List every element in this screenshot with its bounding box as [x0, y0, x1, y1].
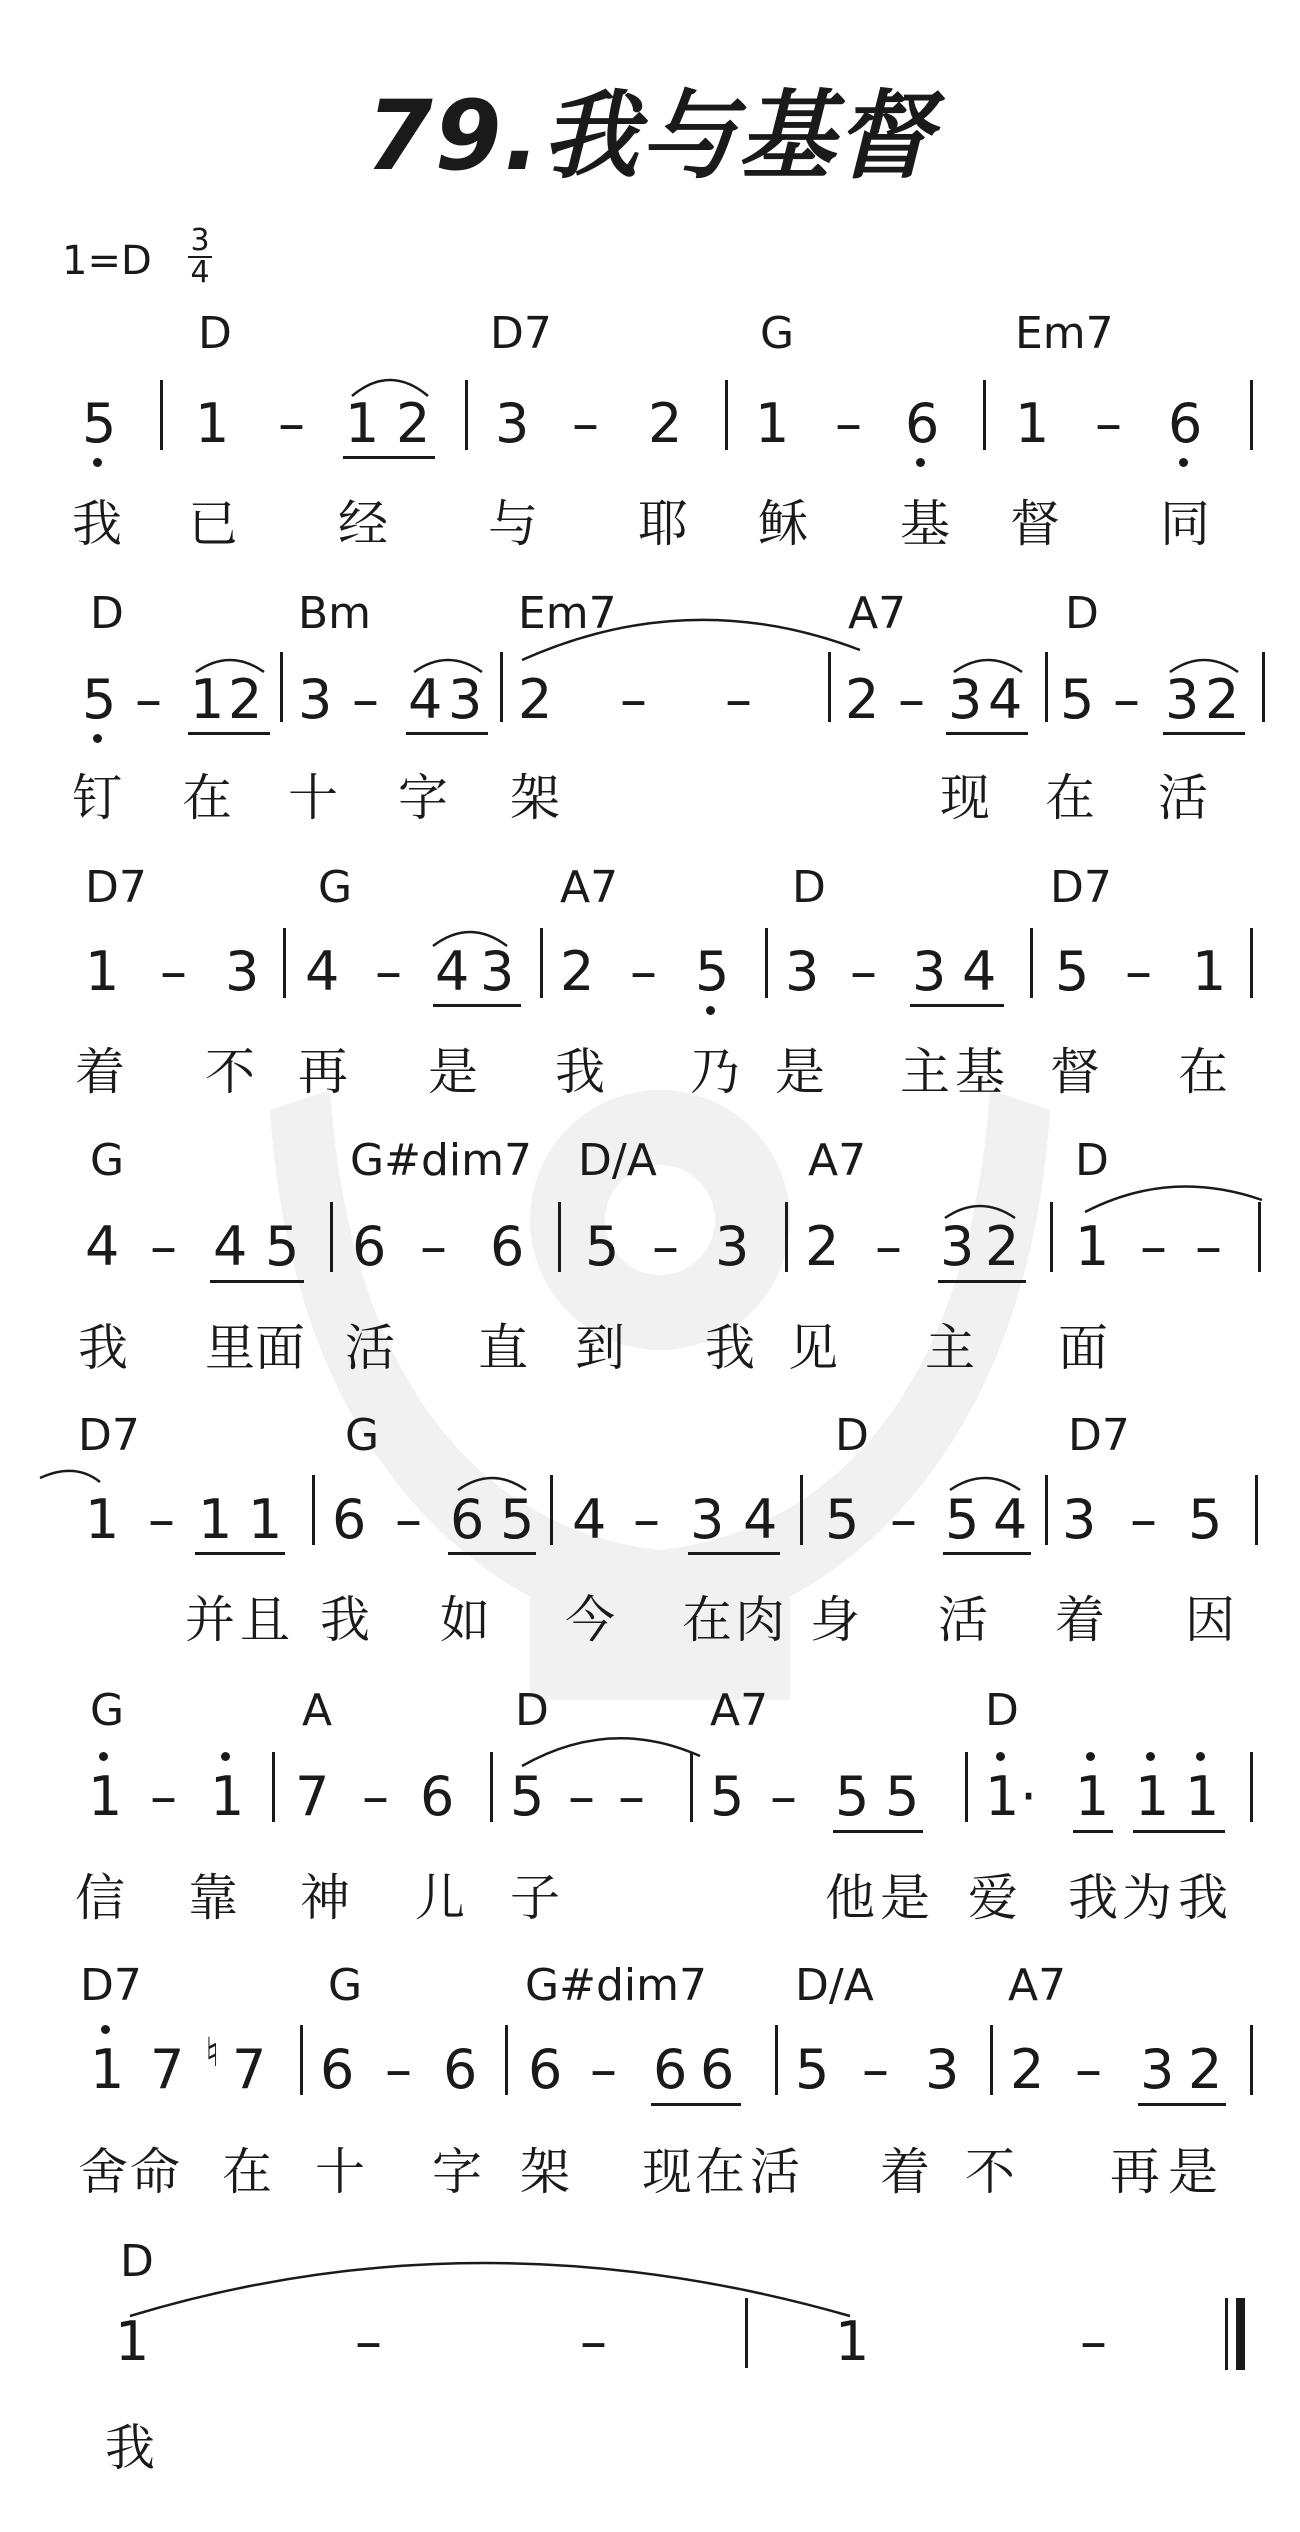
lyric: 主 — [900, 1043, 950, 1101]
note: – — [1130, 1488, 1157, 1551]
lyric: 是 — [1168, 2143, 1218, 2201]
note: 5 — [1060, 668, 1095, 731]
note: 6 — [700, 2038, 735, 2101]
lyric: 再 — [1110, 2143, 1160, 2201]
note: 4 — [988, 668, 1023, 731]
note: 7 — [232, 2038, 267, 2101]
note: 3 — [1165, 668, 1200, 731]
note: 5 — [1188, 1488, 1223, 1551]
note: 6 — [450, 1488, 485, 1551]
note: 1 — [88, 1765, 123, 1828]
note: 5 — [710, 1765, 745, 1828]
note: 4 — [743, 1488, 778, 1551]
chord: A7 — [710, 1685, 769, 1736]
lyric: 我 — [320, 1591, 370, 1649]
lyric: 舍 — [78, 2143, 128, 2201]
tie — [522, 1738, 700, 1766]
lyric: 已 — [188, 495, 238, 553]
note: – — [572, 392, 599, 455]
note: 5 — [265, 1215, 300, 1278]
lyric: 同 — [1160, 495, 1210, 553]
note: – — [1125, 940, 1152, 1003]
lyric: 基 — [955, 1043, 1005, 1101]
note: – — [618, 1765, 645, 1828]
note: – — [420, 1215, 447, 1278]
lyric: 见 — [788, 1319, 838, 1377]
note: ♮ — [205, 2030, 220, 2076]
chord: D — [1065, 588, 1099, 639]
time-signature: 3 4 — [188, 226, 212, 288]
lyric: 命 — [130, 2143, 180, 2201]
note: 3 — [1140, 2038, 1175, 2101]
lyric: 现 — [940, 769, 990, 827]
lyric: 与 — [488, 495, 538, 553]
note: – — [278, 392, 305, 455]
note: 2 — [1188, 2038, 1223, 2101]
note: 5 — [510, 1765, 545, 1828]
note: 1 — [1135, 1765, 1170, 1828]
lyric: 督 — [1010, 495, 1060, 553]
note: 1 — [755, 392, 790, 455]
note: 4 — [962, 940, 997, 1003]
tie — [130, 2263, 850, 2316]
note: 1 — [85, 1488, 120, 1551]
note: – — [148, 1488, 175, 1551]
lyric: 我 — [555, 1043, 605, 1101]
note: 2 — [396, 392, 431, 455]
chord: G — [760, 308, 795, 359]
lyric: 里 — [205, 1319, 255, 1377]
note: – — [862, 2038, 889, 2101]
lyric: 主 — [925, 1319, 975, 1377]
note: 3 — [948, 668, 983, 731]
lyric: 字 — [432, 2143, 482, 2201]
lyric: 面 — [1058, 1319, 1108, 1377]
lyric: 子 — [510, 1869, 560, 1927]
note: 6 — [1168, 392, 1203, 455]
note: 7 — [150, 2038, 185, 2101]
note: – — [898, 668, 925, 731]
chord: D — [90, 588, 124, 639]
chord: D — [792, 862, 826, 913]
lyric: 是 — [775, 1043, 825, 1101]
lyric: 着 — [1055, 1591, 1105, 1649]
note: 2 — [228, 668, 263, 731]
note: – — [160, 940, 187, 1003]
chord: A — [302, 1685, 333, 1736]
slur — [950, 1478, 1020, 1490]
note: – — [150, 1215, 177, 1278]
chord: D — [120, 2236, 154, 2287]
note: 1 — [90, 2038, 125, 2101]
key-signature: 1=D — [62, 238, 152, 284]
note: – — [375, 940, 402, 1003]
lyric: 不 — [965, 2143, 1015, 2201]
chord: Bm — [298, 588, 372, 639]
note: – — [620, 668, 647, 731]
note: 5 — [585, 1215, 620, 1278]
note: – — [1113, 668, 1140, 731]
note: – — [580, 2310, 607, 2373]
lyric: 在 — [1045, 769, 1095, 827]
lyric: 乃 — [690, 1043, 740, 1101]
note: 5 — [695, 940, 730, 1003]
lyric: 且 — [240, 1591, 290, 1649]
lyric: 今 — [565, 1591, 615, 1649]
tie — [522, 620, 860, 660]
lyric: 面 — [255, 1319, 305, 1377]
slur — [196, 660, 264, 672]
note: 1 — [190, 668, 225, 731]
note: – — [835, 392, 862, 455]
note: – — [770, 1765, 797, 1828]
lyric: 架 — [520, 2143, 570, 2201]
chord: A7 — [808, 1135, 867, 1186]
note: 2 — [518, 668, 553, 731]
note: 6 — [443, 2038, 478, 2101]
note: – — [1140, 1215, 1167, 1278]
chord: G — [328, 1960, 363, 2011]
note: 5 — [82, 392, 117, 455]
chord: G — [318, 862, 353, 913]
chord: G — [90, 1685, 125, 1736]
lyric: 经 — [338, 495, 388, 553]
note: – — [1075, 2038, 1102, 2101]
chord: A7 — [1008, 1960, 1067, 2011]
note: – — [590, 2038, 617, 2101]
lyric: 活 — [1158, 769, 1208, 827]
note: 5 — [500, 1488, 535, 1551]
chord: D — [835, 1410, 869, 1461]
note: 2 — [1010, 2038, 1045, 2101]
chord: A7 — [848, 588, 907, 639]
note: 6 — [352, 1215, 387, 1278]
note: 3 — [1062, 1488, 1097, 1551]
chord: A7 — [560, 862, 619, 913]
note: 3 — [480, 940, 515, 1003]
lyric: 爱 — [968, 1869, 1018, 1927]
lyric: 并 — [185, 1591, 235, 1649]
note: 1 — [1075, 1765, 1110, 1828]
note: 1 — [198, 1488, 233, 1551]
lyric: 十 — [315, 2143, 365, 2201]
note: – — [135, 668, 162, 731]
note: 1 — [1075, 1215, 1110, 1278]
lyric: 活 — [938, 1591, 988, 1649]
lyric: 如 — [440, 1591, 490, 1649]
lyric: 我 — [72, 495, 122, 553]
lyric: 因 — [1185, 1591, 1235, 1649]
note: 1 — [985, 1765, 1020, 1828]
chord: G#dim7 — [350, 1135, 532, 1186]
lyric: 我 — [705, 1319, 755, 1377]
note: · — [1020, 1765, 1038, 1828]
note: 5 — [1055, 940, 1090, 1003]
note: 1 — [248, 1488, 283, 1551]
note: 5 — [885, 1765, 920, 1828]
note: – — [725, 668, 752, 731]
note: 6 — [653, 2038, 688, 2101]
note: – — [630, 940, 657, 1003]
lyric: 神 — [300, 1869, 350, 1927]
tie — [1085, 1187, 1262, 1212]
chord: G — [90, 1135, 125, 1186]
chord: D7 — [1068, 1410, 1130, 1461]
lyric: 是 — [428, 1043, 478, 1101]
note: 1 — [1185, 1765, 1220, 1828]
lyric: 在 — [1178, 1043, 1228, 1101]
note: 2 — [648, 392, 683, 455]
note: – — [1095, 392, 1122, 455]
note: 3 — [715, 1215, 750, 1278]
note: 6 — [320, 2038, 355, 2101]
note: 5 — [825, 1488, 860, 1551]
note: 1 — [1015, 392, 1050, 455]
note: 4 — [213, 1215, 248, 1278]
note: – — [1195, 1215, 1222, 1278]
note: 2 — [805, 1215, 840, 1278]
note: 3 — [912, 940, 947, 1003]
lyric: 到 — [575, 1319, 625, 1377]
note: – — [633, 1488, 660, 1551]
note: 3 — [448, 668, 483, 731]
chord: Em7 — [518, 588, 617, 639]
note: 6 — [332, 1488, 367, 1551]
lyric: 活 — [750, 2143, 800, 2201]
lyric: 钉 — [72, 769, 122, 827]
note: – — [385, 2038, 412, 2101]
lyric: 我 — [105, 2419, 155, 2477]
note: 1 — [1192, 940, 1227, 1003]
lyric: 我 — [78, 1319, 128, 1377]
lyric: 身 — [810, 1591, 860, 1649]
note: 3 — [785, 940, 820, 1003]
slur — [945, 1206, 1015, 1218]
chord: D7 — [85, 862, 147, 913]
lyric: 督 — [1050, 1043, 1100, 1101]
lyric: 着 — [75, 1043, 125, 1101]
note: 6 — [528, 2038, 563, 2101]
note: 1 — [115, 2310, 150, 2373]
note: – — [395, 1488, 422, 1551]
note: – — [875, 1215, 902, 1278]
chord: D7 — [1050, 862, 1112, 913]
note: 4 — [435, 940, 470, 1003]
lyric: 直 — [478, 1319, 528, 1377]
chord: D/A — [795, 1960, 874, 2011]
note: 4 — [408, 668, 443, 731]
chord: D7 — [80, 1960, 142, 2011]
note: 4 — [993, 1488, 1028, 1551]
note: – — [362, 1765, 389, 1828]
note: – — [352, 668, 379, 731]
chord: D — [198, 308, 232, 359]
chord: D7 — [490, 308, 552, 359]
note: – — [1080, 2310, 1107, 2373]
note: 6 — [420, 1765, 455, 1828]
lyric: 我 — [1068, 1869, 1118, 1927]
lyric: 十 — [288, 769, 338, 827]
lyric: 在 — [222, 2143, 272, 2201]
slur — [1170, 660, 1238, 672]
slur — [352, 380, 428, 396]
note: – — [355, 2310, 382, 2373]
lyric: 活 — [345, 1319, 395, 1377]
lyric: 肉 — [735, 1591, 785, 1649]
song-title: 79.我与基督 — [365, 80, 935, 192]
note: 6 — [490, 1215, 525, 1278]
lyric: 靠 — [188, 1869, 238, 1927]
chord: D — [515, 1685, 549, 1736]
slur — [458, 1478, 526, 1490]
chord: G#dim7 — [525, 1960, 707, 2011]
tie-continued — [40, 1471, 100, 1482]
slur — [414, 660, 482, 672]
note: 2 — [845, 668, 880, 731]
note: 1 — [195, 392, 230, 455]
note: 4 — [305, 940, 340, 1003]
note: 4 — [85, 1215, 120, 1278]
note: 2 — [560, 940, 595, 1003]
note: 3 — [690, 1488, 725, 1551]
lyric: 再 — [298, 1043, 348, 1101]
lyric: 字 — [398, 769, 448, 827]
lyric: 现 — [642, 2143, 692, 2201]
note: – — [150, 1765, 177, 1828]
note: 1 — [85, 940, 120, 1003]
chord: D — [985, 1685, 1019, 1736]
note: 2 — [1205, 668, 1240, 731]
note: 3 — [925, 2038, 960, 2101]
lyric: 在 — [182, 769, 232, 827]
note: 7 — [295, 1765, 330, 1828]
lyric: 他 — [825, 1869, 875, 1927]
lyric: 在 — [682, 1591, 732, 1649]
chord: D/A — [578, 1135, 657, 1186]
note: 5 — [795, 2038, 830, 2101]
note: – — [652, 1215, 679, 1278]
note: – — [568, 1765, 595, 1828]
lyric: 架 — [510, 769, 560, 827]
note: 4 — [572, 1488, 607, 1551]
lyric: 不 — [205, 1043, 255, 1101]
note: 3 — [298, 668, 333, 731]
chord: D7 — [78, 1410, 140, 1461]
note: 1 — [210, 1765, 245, 1828]
note: 1 — [345, 392, 380, 455]
note: 2 — [985, 1215, 1020, 1278]
note: 3 — [225, 940, 260, 1003]
lyric: 信 — [75, 1869, 125, 1927]
chord: D — [1075, 1135, 1109, 1186]
lyric: 为 — [1122, 1869, 1172, 1927]
chord: Em7 — [1015, 308, 1114, 359]
chord: G — [345, 1410, 380, 1461]
lyric: 是 — [880, 1869, 930, 1927]
note: 1 — [835, 2310, 870, 2373]
note: 3 — [940, 1215, 975, 1278]
note: 6 — [905, 392, 940, 455]
lyric: 着 — [880, 2143, 930, 2201]
lyric: 基 — [900, 495, 950, 553]
note: 3 — [495, 392, 530, 455]
note: 5 — [82, 668, 117, 731]
lyric: 在 — [695, 2143, 745, 2201]
note: – — [850, 940, 877, 1003]
note: 5 — [945, 1488, 980, 1551]
lyric: 儿 — [415, 1869, 465, 1927]
note: 5 — [835, 1765, 870, 1828]
slur — [954, 660, 1022, 672]
slur — [433, 932, 507, 946]
lyric: 耶 — [638, 495, 688, 553]
lyric: 稣 — [758, 495, 808, 553]
lyric: 我 — [1178, 1869, 1228, 1927]
note: – — [890, 1488, 917, 1551]
